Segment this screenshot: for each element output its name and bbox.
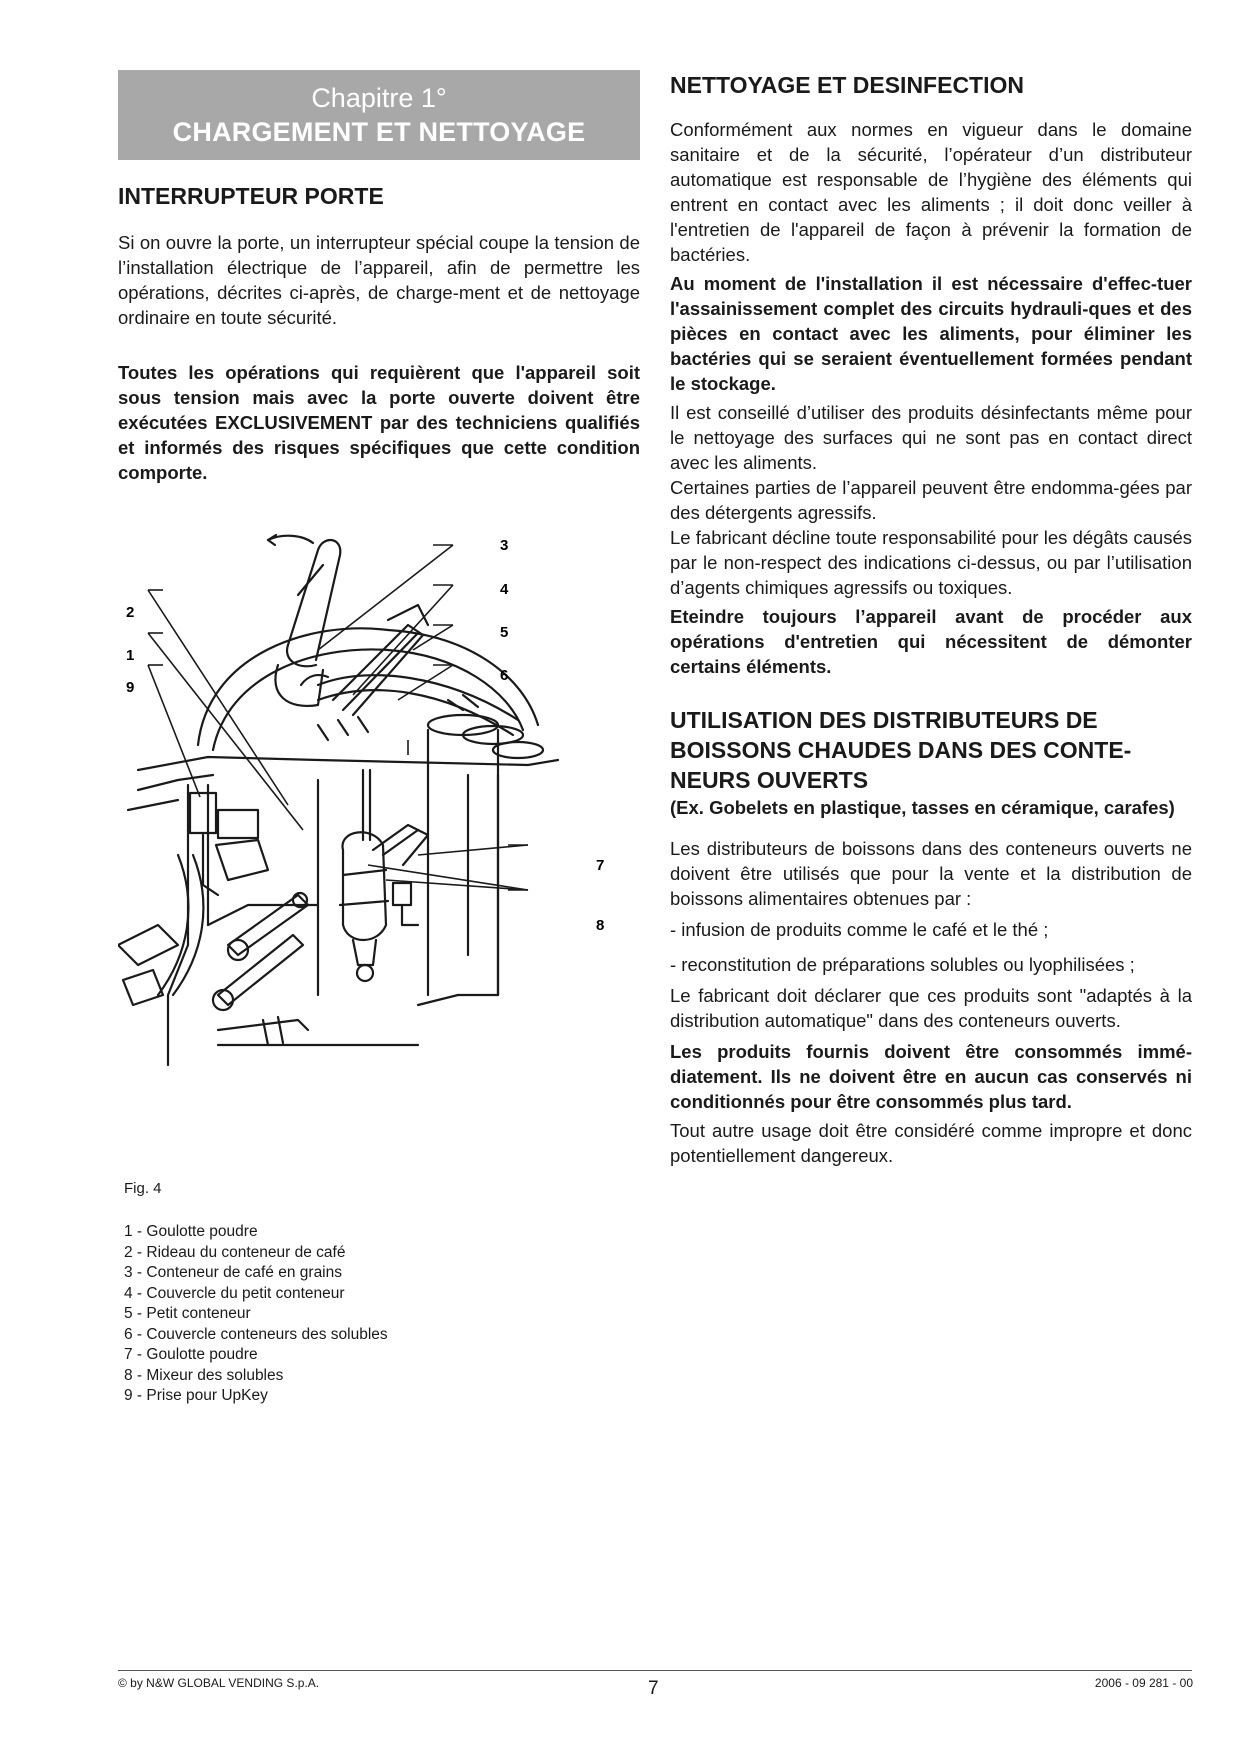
section-heading-utilisation: UTILISATION DES DISTRIBUTEURS DE BOISSONS CHAUDES DANS DES CONTE-NEURS OUVERTS	[670, 707, 1132, 793]
paragraph-other-usage: Tout autre usage doit être considéré comme impropre et donc potentiellement dangereux.	[670, 1120, 1192, 1166]
paragraph-liability: Le fabricant décline toute responsabilité pour les dégâts causés par le non-respect des indications ci-dessus, ou par l’utilisation d’agents chimiques agressifs ou toxiques.	[670, 527, 1192, 598]
paragraph-switch-off: Eteindre toujours l’appareil avant de procéder aux opérations d'entretien qui nécessitent de démonter certains éléments.	[670, 606, 1192, 677]
legend-item: 6 - Couvercle conteneurs des solubles	[124, 1325, 388, 1343]
callout-9: 9	[126, 679, 135, 696]
callout-6: 6	[500, 667, 509, 684]
footer-doc-code: 2006 - 09 281 - 00	[1094, 1676, 1193, 1690]
paragraph-interrupteur: Si on ouvre la porte, un interrupteur spécial coupe la tension de l’installation électrique de l’appareil, afin de permettre les opérations, décrites ci-après, de charge-ment et de nettoyage ordinaire en toute sécurité.	[118, 232, 640, 328]
left-column	[118, 70, 640, 485]
paragraph-disinfectants: Il est conseillé d’utiliser des produits désinfectants même pour le nettoyage des surfaces qui ne sont pas en contact direct avec les aliments.	[670, 402, 1192, 473]
paragraph-detergents: Certaines parties de l’appareil peuvent être endomma-gées par des détergents agressifs.	[670, 477, 1192, 523]
callout-8: 8	[596, 917, 605, 934]
bullet-reconstitution: - reconstitution de préparations solubles ou lyophilisées ;	[670, 954, 1135, 975]
machine-illustration	[118, 525, 618, 1070]
callout-1: 1	[126, 647, 135, 664]
section-heading-interrupteur: INTERRUPTEUR PORTE	[118, 183, 384, 209]
callout-2: 2	[126, 604, 135, 621]
callout-3: 3	[500, 537, 509, 554]
section-heading-nettoyage: NETTOYAGE ET DESINFECTION	[670, 72, 1024, 98]
callout-4: 4	[500, 581, 509, 598]
legend-item: 3 - Conteneur de café en grains	[124, 1264, 342, 1281]
callout-5: 5	[500, 624, 509, 641]
paragraph-installation-warning: Au moment de l'installation il est nécessaire d'effec-tuer l'assainissement complet des circuits hydrauli-ques et des pièces en contact avec les aliments, pour éliminer les bactéries qui se seraient éventuellement formées pendant le stockage.	[670, 273, 1192, 394]
warning-paragraph-technicians: Toutes les opérations qui requièrent que l'appareil soit sous tension mais avec la porte ouverte doivent être exécutées EXCLUSIVEMENT par des techniciens qualifiés et informés des risques spécifiques que cette condition comporte.	[118, 362, 640, 483]
chapter-banner	[118, 70, 640, 160]
legend-item: 2 - Rideau du conteneur de café	[124, 1243, 346, 1261]
right-column	[670, 70, 1192, 1168]
section-subheading-examples: (Ex. Gobelets en plastique, tasses en céramique, carafes)	[670, 797, 1175, 818]
legend-item: 4 - Couvercle du petit conteneur	[124, 1284, 345, 1302]
bullet-infusion: - infusion de produits comme le café et le thé ;	[670, 919, 1049, 940]
legend-item: 5 - Petit conteneur	[124, 1305, 251, 1322]
footer-divider	[118, 1670, 1192, 1671]
figure-label: Fig. 4	[124, 1180, 162, 1197]
legend-item: 7 - Goulotte poudre	[124, 1346, 258, 1363]
legend-item: 1 - Goulotte poudre	[124, 1223, 258, 1240]
page-number: 7	[648, 1678, 659, 1699]
footer-copyright: © by N&W GLOBAL VENDING S.p.A.	[118, 1676, 320, 1690]
paragraph-hygiene: Conformément aux normes en vigueur dans le domaine sanitaire et de la sécurité, l’opérateur d’un distributeur automatique est responsable de l’hygiène des éléments qui entrent en contact avec les aliments ; il doit donc veiller à l'entretien de l'appareil de façon à prévenir la formation de bactéries.	[670, 119, 1192, 265]
paragraph-declaration: Le fabricant doit déclarer que ces produits sont "adaptés à la distribution automatique" dans des conteneurs ouverts.	[670, 985, 1192, 1031]
paragraph-consume-immediately: Les produits fournis doivent être consommés immé-diatement. Ils ne doivent être en aucun cas conservés ni conditionnés pour être consommés plus tard.	[670, 1041, 1192, 1112]
legend-item: 9 - Prise pour UpKey	[124, 1387, 268, 1404]
chapter-subtitle: CHARGEMENT ET NETTOYAGE	[172, 117, 586, 147]
chapter-title: Chapitre 1°	[311, 83, 447, 113]
figure-legend	[124, 1222, 388, 1407]
legend-item: 8 - Mixeur des solubles	[124, 1366, 284, 1384]
paragraph-usage: Les distributeurs de boissons dans des conteneurs ouverts ne doivent être utilisés que pour la vente et la distribution de boissons alimentaires obtenues par :	[670, 838, 1192, 909]
figure-4-drawing	[118, 525, 618, 1070]
callout-7: 7	[596, 857, 605, 874]
